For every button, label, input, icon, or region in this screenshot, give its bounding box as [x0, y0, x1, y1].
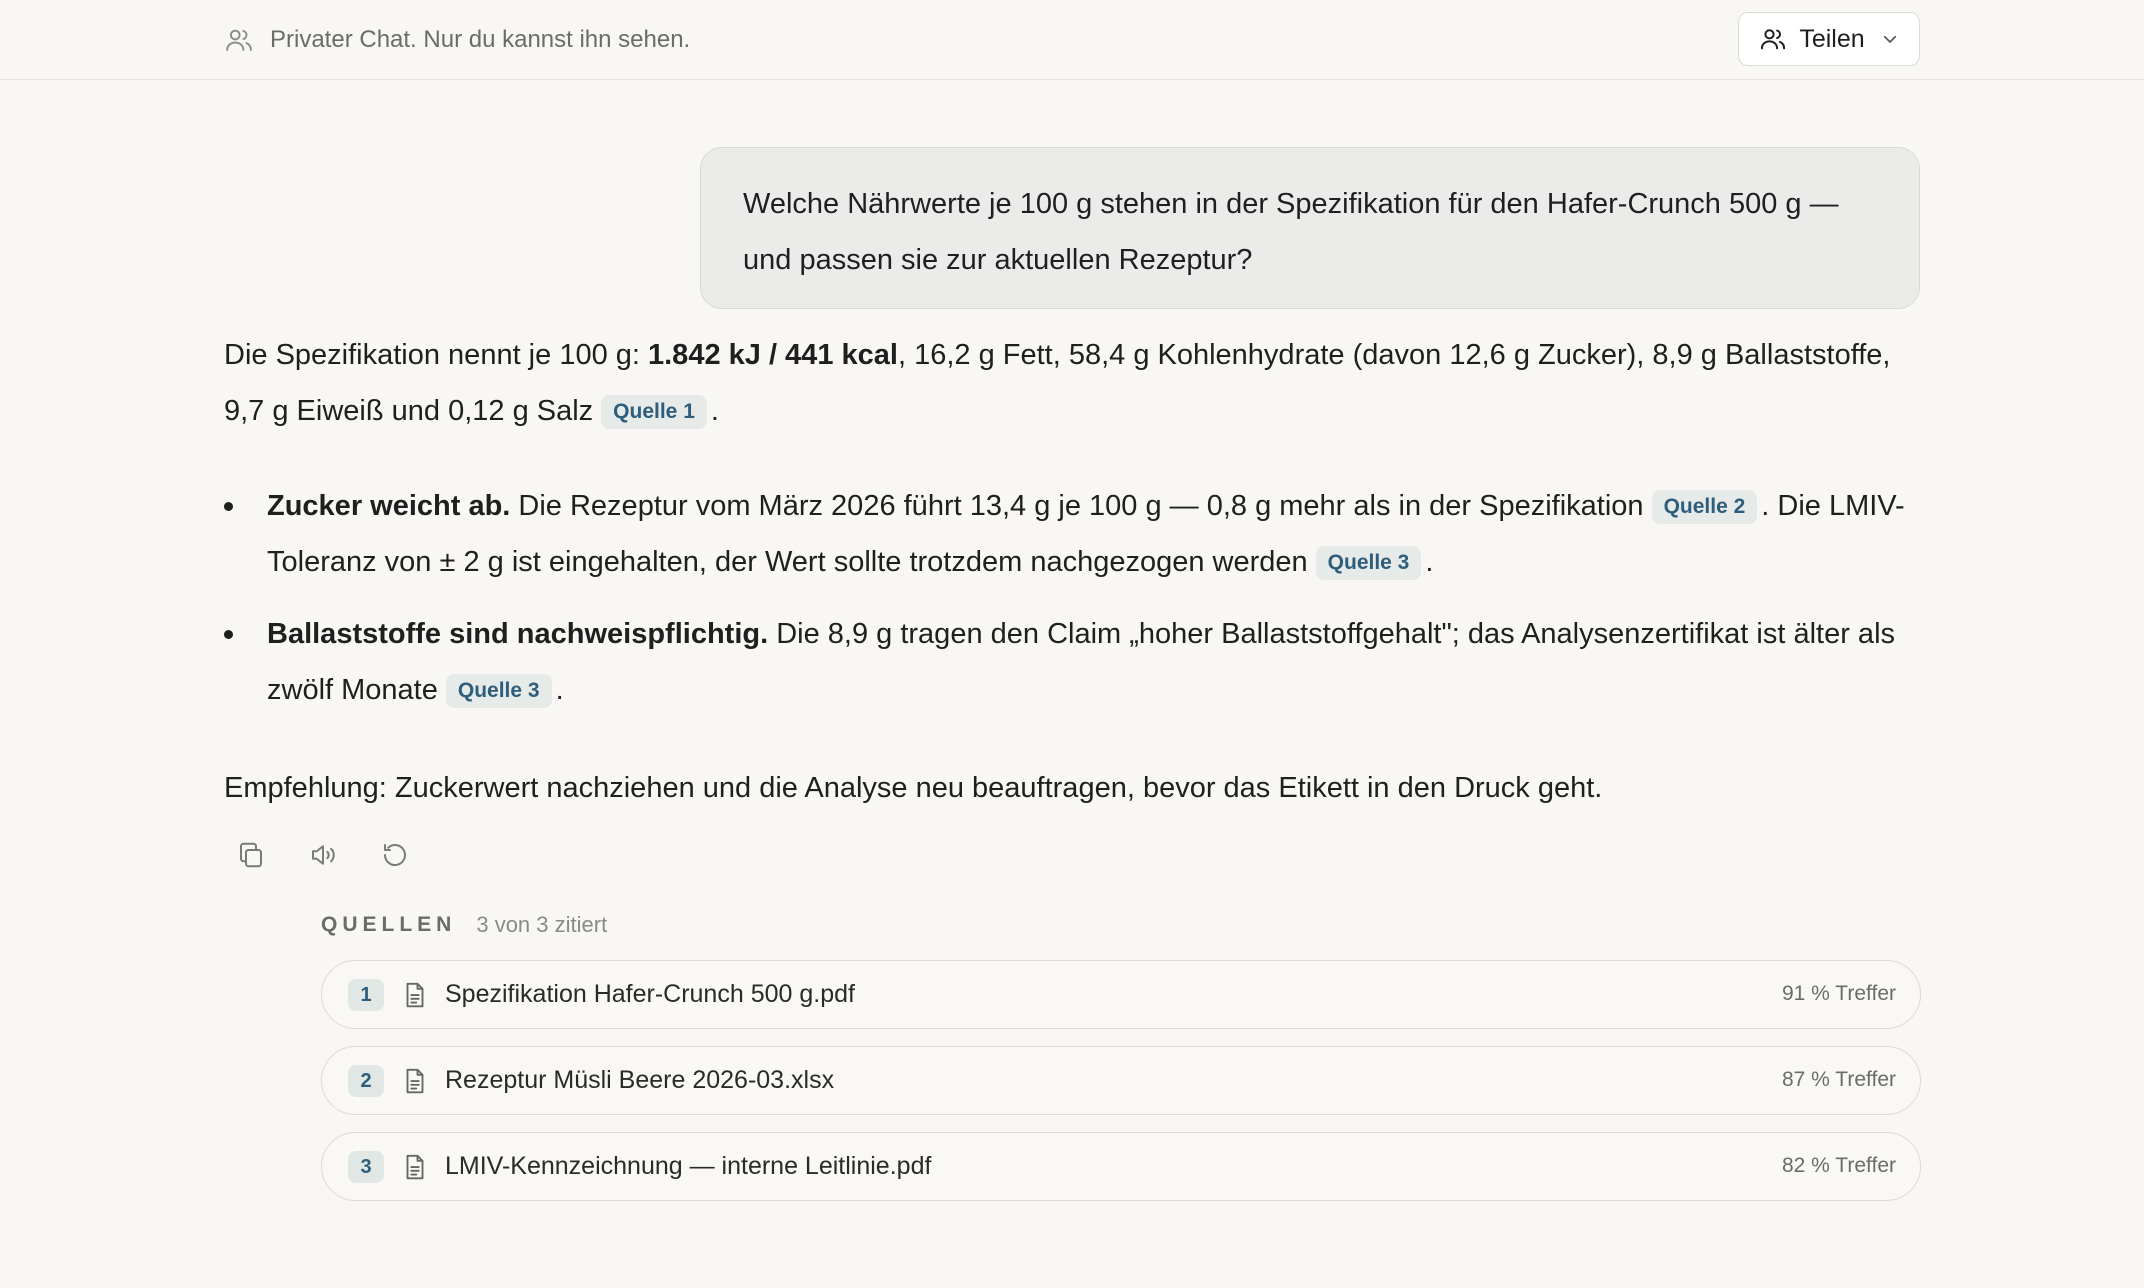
source-name: Spezifikation Hafer-Crunch 500 g.pdf [445, 980, 855, 1008]
answer-bullet-list [224, 478, 1924, 718]
source-match: 82 % Treffer [1781, 1154, 1896, 1177]
bullet-text: Die 8,9 g tragen den Claim „hoher Ballaststoffgehalt"; das Analysenzertifikat ist älter als zwölf Monate [267, 618, 1896, 706]
source-item[interactable] [321, 1132, 1921, 1201]
answer-bullet [224, 606, 1924, 718]
answer-text: . [710, 395, 719, 427]
sources-header [321, 912, 607, 938]
share-label: Teilen [1799, 24, 1865, 53]
bullet-dot [224, 502, 233, 511]
answer-bold: 1.842 kJ / 441 kcal [648, 339, 898, 371]
citation-chip[interactable]: Quelle 3 [1316, 546, 1422, 580]
chevron-down-icon [1881, 30, 1899, 48]
recommendation-paragraph: Empfehlung: Zuckerwert nachziehen und die Analyse neu beauftragen, bevor das Etikett in den Druck geht. [224, 772, 1603, 804]
bullet-heading: Zucker weicht ab. [267, 490, 511, 522]
source-number: 3 [348, 1151, 384, 1183]
source-match: 87 % Treffer [1781, 1068, 1896, 1091]
sources-title: QUELLEN [321, 913, 457, 936]
answer-text: , 16,2 g Fett, 58,4 g Kohlenhydrate (davon 12,6 g Zucker), 8,9 g Ballaststoffe, 9,7 g Eiweiß und 0,12 g Salz [224, 339, 1891, 427]
regenerate-button[interactable] [378, 838, 412, 872]
speaker-icon [308, 840, 338, 870]
bullet-dot [224, 630, 233, 639]
citation-chip[interactable]: Quelle 2 [1652, 490, 1758, 524]
users-icon [1759, 25, 1787, 53]
regenerate-icon [380, 840, 410, 870]
bullet-text: . Die LMIV-Toleranz von ± 2 g ist eingehalten, der Wert sollte trotzdem nachgezogen werden [267, 490, 1905, 578]
bullet-text: Die Rezeptur vom März 2026 führt 13,4 g je 100 g — 0,8 g mehr als in der Spezifikation [510, 490, 1644, 522]
sources-count: 3 von 3 zitiert [476, 912, 608, 937]
read-aloud-button[interactable] [306, 838, 340, 872]
copy-icon [236, 840, 266, 870]
answer-paragraph [224, 327, 1924, 439]
privacy-text: Privater Chat. Nur du kannst ihn sehen. [270, 26, 691, 53]
source-item[interactable] [321, 960, 1921, 1029]
source-item[interactable] [321, 1046, 1921, 1115]
user-message: Welche Nährwerte je 100 g stehen in der Spezifikation für den Hafer-Crunch 500 g — und passen sie zur aktuellen Rezeptur? [700, 147, 1920, 309]
document-icon [400, 1066, 430, 1096]
copy-button[interactable] [234, 838, 268, 872]
bullet-text: . [555, 674, 564, 706]
answer-text: Die Spezifikation nennt je 100 g: [224, 339, 648, 371]
answer-bullet [224, 478, 1924, 590]
citation-chip[interactable]: Quelle 1 [601, 395, 707, 429]
share-button[interactable] [1738, 12, 1920, 66]
source-match: 91 % Treffer [1781, 982, 1896, 1005]
users-icon [224, 25, 254, 55]
privacy-notice [224, 22, 690, 58]
source-name: LMIV-Kennzeichnung — interne Leitlinie.pdf [445, 1152, 932, 1180]
message-actions [234, 838, 412, 872]
document-icon [400, 980, 430, 1010]
source-name: Rezeptur Müsli Beere 2026-03.xlsx [445, 1066, 835, 1094]
bullet-heading: Ballaststoffe sind nachweispflichtig. [267, 618, 769, 650]
citation-chip[interactable]: Quelle 3 [446, 674, 552, 708]
document-icon [400, 1152, 430, 1182]
source-number: 1 [348, 979, 384, 1011]
bullet-text: . [1425, 546, 1434, 578]
source-number: 2 [348, 1065, 384, 1097]
top-bar [0, 0, 2144, 80]
